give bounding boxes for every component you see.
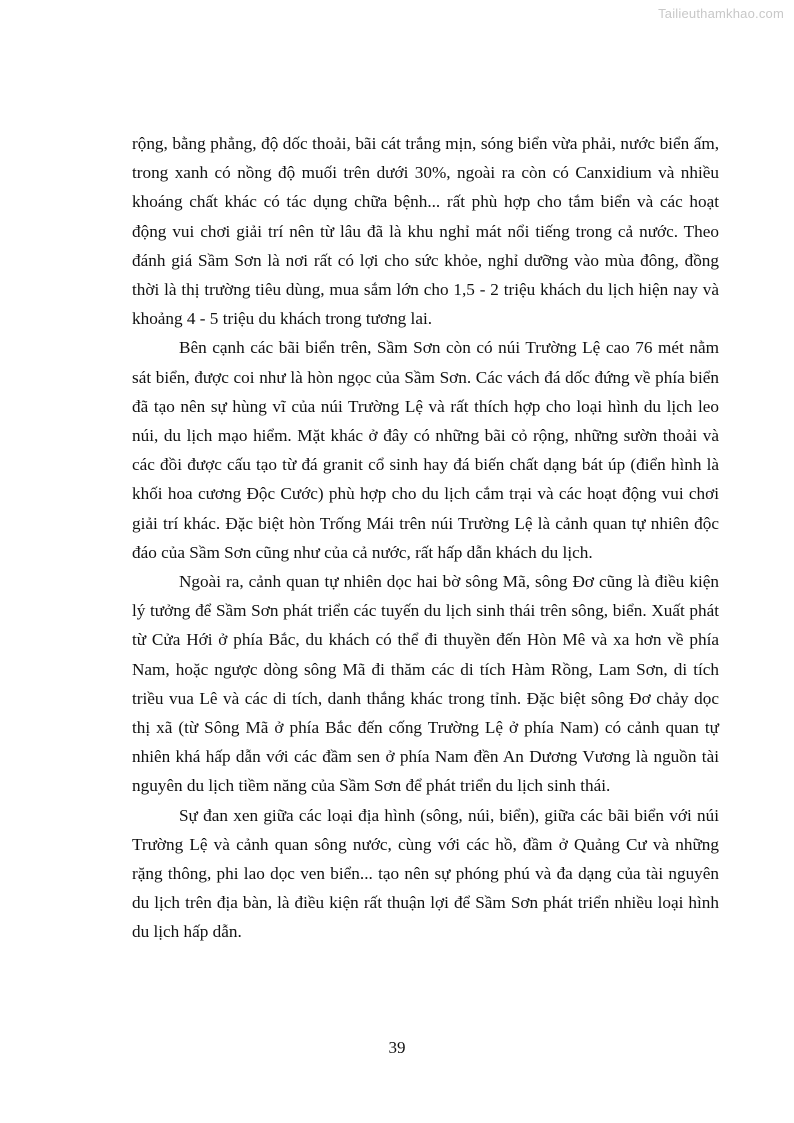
watermark: Tailieuthamkhao.com (658, 6, 784, 21)
page-body (132, 129, 719, 947)
paragraph-3: Ngoài ra, cảnh quan tự nhiên dọc hai bờ sông Mã, sông Đơ cũng là điều kiện lý tưởng để Sầm Sơn phát triển các tuyến du lịch sinh thái trên sông, biển. Xuất phát từ Cửa Hới ở phía Bắc, du khách có thể đi thuyền đến Hòn Mê và xa hơn về phía Nam, hoặc ngược dòng sông Mã đi thăm các di tích Hàm Rồng, Lam Sơn, di tích triều vua Lê và các di tích, danh thắng khác trong tỉnh. Đặc biệt sông Đơ chảy dọc thị xã (từ Sông Mã ở phía Bắc đến cống Trường Lệ ở phía Nam) có cảnh quan tự nhiên khá hấp dẫn với các đầm sen ở phía Nam đền An Dương Vương là nguồn tài nguyên du lịch tiềm năng của Sầm Sơn để phát triển du lịch sinh thái. (132, 572, 719, 796)
paragraph-2: Bên cạnh các bãi biển trên, Sầm Sơn còn có núi Trường Lệ cao 76 mét nằm sát biển, được coi như là hòn ngọc của Sầm Sơn. Các vách đá dốc đứng về phía biển đã tạo nên sự hùng vĩ của núi Trường Lệ và rất thích hợp cho loại hình du lịch leo núi, du lịch mạo hiểm. Mặt khác ở đây có những bãi cỏ rộng, những sườn thoải và các đồi được cấu tạo từ đá granit cổ sinh hay đá biến chất dạng bát úp (điển hình là khối hoa cương Độc Cước) phù hợp cho du lịch cắm trại và các hoạt động vui chơi giải trí khác. Đặc biệt hòn Trống Mái trên núi Trường Lệ là cảnh quan tự nhiên độc đáo của Sầm Sơn cũng như của cả nước, rất hấp dẫn khách du lịch. (132, 338, 719, 562)
page-number: 39 (388, 1038, 406, 1057)
paragraph-4: Sự đan xen giữa các loại địa hình (sông, núi, biển), giữa các bãi biển với núi Trường Lệ và cảnh quan sông nước, cùng với các hồ, đầm ở Quảng Cư và những rặng thông, phi lao dọc ven biển... tạo nên sự phóng phú và đa dạng của tài nguyên du lịch trên địa bàn, là điều kiện rất thuận lợi để Sầm Sơn phát triển nhiều loại hình du lịch hấp dẫn. (132, 805, 719, 942)
paragraph-1: rộng, bằng phẳng, độ dốc thoải, bãi cát trắng mịn, sóng biển vừa phải, nước biển ấm, trong xanh có nồng độ muối trên dưới 30%, ngoài ra còn có Canxidium và nhiều khoáng chất khác có tác dụng chữa bệnh... rất phù hợp cho tắm biển và các hoạt động vui chơi giải trí nên từ lâu đã là khu nghỉ mát nổi tiếng trong cả nước. Theo đánh giá Sầm Sơn là nơi rất có lợi cho sức khỏe, nghỉ dưỡng vào mùa đông, đồng thời là thị trường tiêu dùng, mua sắm lớn cho 1,5 - 2 triệu khách du lịch hiện nay và khoảng 4 - 5 triệu du khách trong tương lai. (132, 134, 719, 329)
